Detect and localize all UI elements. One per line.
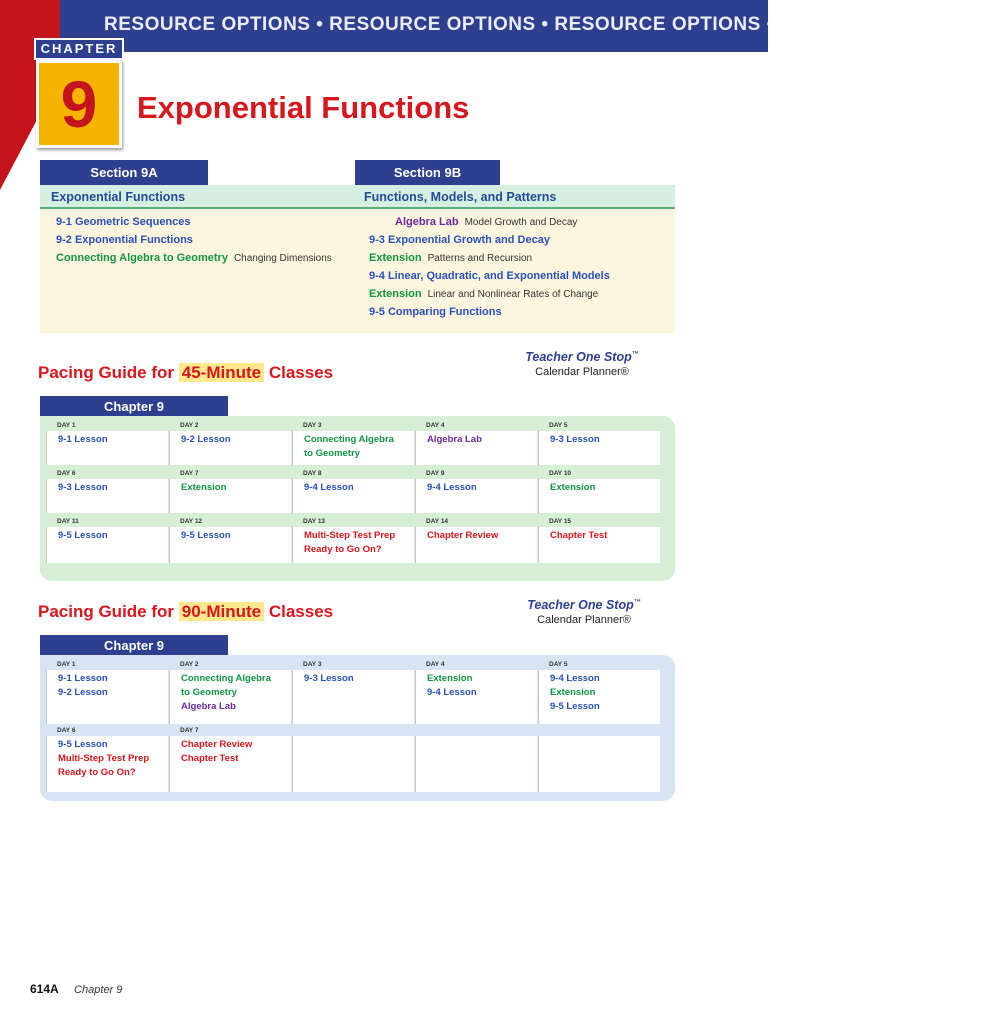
lesson-item: Extension xyxy=(550,482,596,493)
empty-day-cell xyxy=(415,725,537,792)
lesson-item: 9-5 Lesson xyxy=(58,530,108,541)
teacher-one-stop-90 xyxy=(509,598,659,626)
day-body xyxy=(292,527,414,563)
day-body xyxy=(415,670,537,724)
empty-day-body xyxy=(538,736,660,792)
section-item-desc: Changing Dimensions xyxy=(233,253,332,264)
lesson-item: 9-3 Lesson xyxy=(58,482,108,493)
lesson-item: 9-4 Lesson xyxy=(427,687,477,698)
pacing-guide-45-title xyxy=(38,363,333,383)
day-label: DAY 4 xyxy=(426,661,445,668)
section-item-desc: Patterns and Recursion xyxy=(427,253,533,264)
section-item-label: 9-2 Exponential Functions xyxy=(56,234,193,246)
day-body xyxy=(169,431,291,465)
day-label: DAY 12 xyxy=(180,518,203,525)
lesson-item: 9-3 Lesson xyxy=(550,434,600,445)
day-body xyxy=(292,670,414,724)
section-item xyxy=(369,270,610,282)
chapter-number: 9 xyxy=(36,60,122,148)
day-label: DAY 10 xyxy=(549,470,572,477)
day-body xyxy=(538,479,660,513)
day-cell xyxy=(46,659,168,724)
lesson-item: Connecting Algebra xyxy=(304,434,394,445)
lesson-item: Extension xyxy=(550,687,596,698)
lesson-item: 9-4 Lesson xyxy=(427,482,477,493)
pacing-guide-90-highlight: 90-Minute xyxy=(179,602,264,621)
day-body xyxy=(415,479,537,513)
empty-day-cell xyxy=(538,725,660,792)
lesson-item: Chapter Review xyxy=(427,530,499,541)
day-body xyxy=(415,527,537,563)
day-label: DAY 5 xyxy=(549,661,568,668)
pacing-guide-45-post: Classes xyxy=(268,363,334,382)
day-body xyxy=(46,736,168,792)
day-label: DAY 8 xyxy=(303,470,322,477)
section-item xyxy=(369,234,550,246)
day-cell xyxy=(292,420,414,465)
section-item-label: 9-1 Geometric Sequences xyxy=(56,216,191,228)
lesson-item: Algebra Lab xyxy=(427,434,482,445)
day-cell xyxy=(292,659,414,724)
lesson-item: Ready to Go On? xyxy=(304,544,382,555)
pacing-guide-45-pre: Pacing Guide for xyxy=(38,363,175,382)
day-body xyxy=(169,527,291,563)
empty-day-cell xyxy=(292,725,414,792)
day-label: DAY 1 xyxy=(57,661,76,668)
day-cell xyxy=(169,420,291,465)
day-cell xyxy=(169,659,291,724)
empty-day-label xyxy=(538,725,660,736)
day-cell xyxy=(538,468,660,513)
day-cell xyxy=(415,420,537,465)
chapter-badge xyxy=(34,38,124,150)
day-cell xyxy=(538,516,660,563)
day-label: DAY 6 xyxy=(57,727,76,734)
teacher-one-stop-45 xyxy=(507,350,657,378)
section-item xyxy=(56,216,191,228)
lesson-item: 9-1 Lesson xyxy=(58,673,108,684)
section-9a-heading: Exponential Functions xyxy=(51,190,186,204)
lesson-item: 9-5 Lesson xyxy=(181,530,231,541)
day-label: DAY 6 xyxy=(57,470,76,477)
lesson-item: Multi-Step Test Prep xyxy=(304,530,396,541)
section-item xyxy=(369,252,532,264)
lesson-item: 9-5 Lesson xyxy=(550,701,600,712)
day-body xyxy=(46,431,168,465)
section-item xyxy=(395,216,577,228)
calendar-planner-label: Calendar Planner® xyxy=(537,614,631,626)
section-item-label: 9-3 Exponential Growth and Decay xyxy=(369,234,550,246)
section-item-desc: Linear and Nonlinear Rates of Change xyxy=(427,289,599,300)
pacing-guide-90-pre: Pacing Guide for xyxy=(38,602,175,621)
trademark-symbol: ™ xyxy=(633,598,641,606)
lesson-item: Chapter Review xyxy=(181,739,253,750)
day-cell xyxy=(538,420,660,465)
day-label: DAY 4 xyxy=(426,422,445,429)
trademark-symbol: ™ xyxy=(631,350,639,358)
lesson-item: 9-2 Lesson xyxy=(58,687,108,698)
day-cell xyxy=(415,516,537,563)
day-cell xyxy=(415,468,537,513)
section-item-desc: Model Growth and Decay xyxy=(464,217,578,228)
day-body xyxy=(538,431,660,465)
empty-day-label xyxy=(415,725,537,736)
day-body xyxy=(292,431,414,465)
day-label: DAY 1 xyxy=(57,422,76,429)
day-body xyxy=(169,479,291,513)
chapter-9-tab-90: Chapter 9 xyxy=(40,635,228,657)
section-item xyxy=(56,252,332,264)
day-cell xyxy=(169,516,291,563)
lesson-item: 9-5 Lesson xyxy=(58,739,108,750)
day-body xyxy=(46,479,168,513)
day-cell xyxy=(46,468,168,513)
lesson-item: 9-3 Lesson xyxy=(304,673,354,684)
day-label: DAY 9 xyxy=(426,470,445,477)
day-cell xyxy=(46,420,168,465)
section-9a-tab: Section 9A xyxy=(40,160,208,185)
pacing-calendar-45 xyxy=(40,416,675,581)
day-body xyxy=(292,479,414,513)
day-cell xyxy=(46,516,168,563)
pacing-calendar-90 xyxy=(40,655,675,801)
day-cell xyxy=(415,659,537,724)
day-body xyxy=(415,431,537,465)
section-item-label: Connecting Algebra to Geometry xyxy=(56,252,228,264)
day-body xyxy=(46,670,168,724)
day-label: DAY 2 xyxy=(180,661,199,668)
day-label: DAY 7 xyxy=(180,727,199,734)
calendar-planner-label: Calendar Planner® xyxy=(535,366,629,378)
day-label: DAY 7 xyxy=(180,470,199,477)
lesson-item: to Geometry xyxy=(181,687,237,698)
lesson-item: Ready to Go On? xyxy=(58,767,136,778)
pacing-guide-90-title xyxy=(38,602,333,622)
lesson-item: Extension xyxy=(181,482,227,493)
pacing-guide-45-highlight: 45-Minute xyxy=(179,363,264,382)
day-label: DAY 3 xyxy=(303,661,322,668)
banner-text: RESOURCE OPTIONS • RESOURCE OPTIONS • RESOURCE OPTIONS • RESOURCE OPTIONS xyxy=(104,14,986,35)
day-label: DAY 3 xyxy=(303,422,322,429)
empty-day-body xyxy=(415,736,537,792)
section-item xyxy=(369,288,598,300)
chapter-label: CHAPTER xyxy=(34,38,124,60)
chapter-9-tab-45: Chapter 9 xyxy=(40,396,228,418)
page-footer xyxy=(30,982,122,996)
sections-header xyxy=(40,185,675,209)
day-cell xyxy=(538,659,660,724)
lesson-item: Chapter Test xyxy=(550,530,608,541)
day-body xyxy=(169,670,291,724)
lesson-item: Algebra Lab xyxy=(181,701,236,712)
lesson-item: Chapter Test xyxy=(181,753,239,764)
day-label: DAY 2 xyxy=(180,422,199,429)
lesson-item: Multi-Step Test Prep xyxy=(58,753,150,764)
lesson-item: 9-4 Lesson xyxy=(304,482,354,493)
lesson-item: Connecting Algebra xyxy=(181,673,271,684)
day-body xyxy=(169,736,291,792)
page-number: 614A xyxy=(30,982,59,996)
empty-day-body xyxy=(292,736,414,792)
footer-chapter: Chapter 9 xyxy=(74,984,123,996)
pacing-guide-90-post: Classes xyxy=(268,602,334,621)
section-item-label: 9-5 Comparing Functions xyxy=(369,306,502,318)
section-9b-heading: Functions, Models, and Patterns xyxy=(364,190,557,204)
section-9b-tab: Section 9B xyxy=(355,160,500,185)
section-item-label: Algebra Lab xyxy=(395,216,459,228)
teacher-one-stop-name: Teacher One Stop xyxy=(527,598,634,612)
teacher-one-stop-name: Teacher One Stop xyxy=(525,350,632,364)
lesson-item: 9-2 Lesson xyxy=(181,434,231,445)
section-item xyxy=(369,306,502,318)
day-body xyxy=(46,527,168,563)
day-cell xyxy=(169,468,291,513)
empty-day-label xyxy=(292,725,414,736)
day-cell xyxy=(292,468,414,513)
day-label: DAY 14 xyxy=(426,518,449,525)
day-body xyxy=(538,670,660,724)
day-body xyxy=(538,527,660,563)
day-label: DAY 15 xyxy=(549,518,572,525)
day-cell xyxy=(46,725,168,792)
day-label: DAY 11 xyxy=(57,518,79,525)
section-item-label: 9-4 Linear, Quadratic, and Exponential Models xyxy=(369,270,610,282)
day-label: DAY 5 xyxy=(549,422,568,429)
section-item-label: Extension xyxy=(369,288,422,300)
lesson-item: to Geometry xyxy=(304,448,360,459)
day-label: DAY 13 xyxy=(303,518,326,525)
page-title: Exponential Functions xyxy=(137,90,470,125)
section-item xyxy=(56,234,193,246)
lesson-item: 9-4 Lesson xyxy=(550,673,600,684)
lesson-item: Extension xyxy=(427,673,473,684)
day-cell xyxy=(169,725,291,792)
section-item-label: Extension xyxy=(369,252,422,264)
day-cell xyxy=(292,516,414,563)
lesson-item: 9-1 Lesson xyxy=(58,434,108,445)
